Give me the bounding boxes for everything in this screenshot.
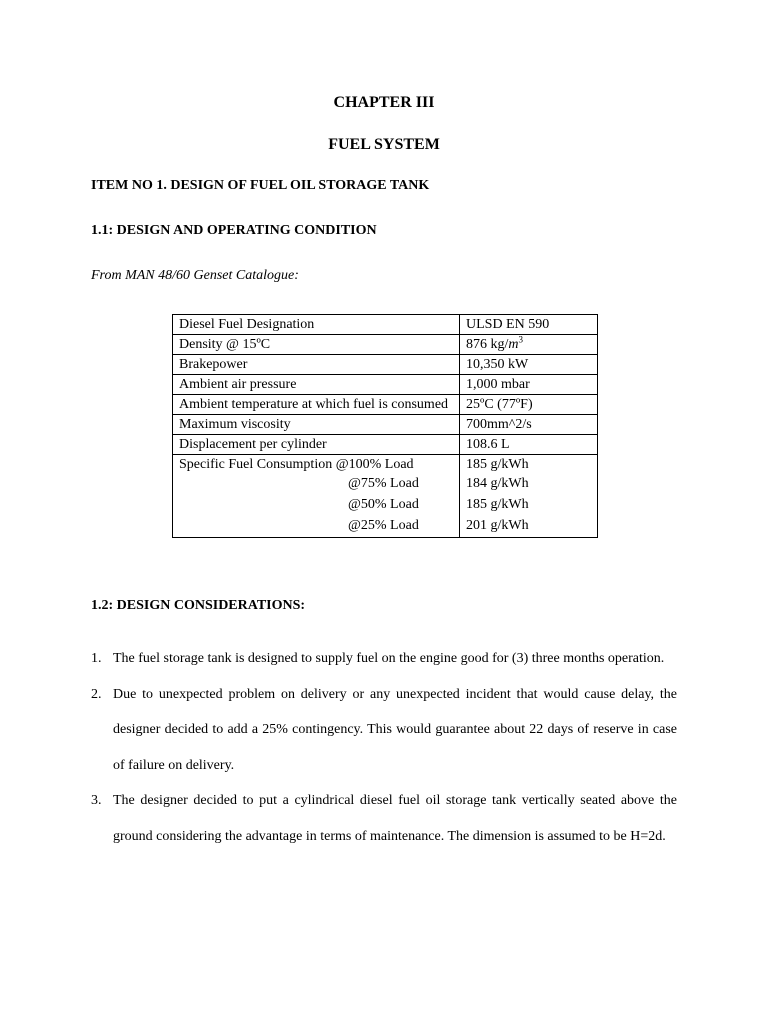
param-cell: Diesel Fuel Designation: [173, 315, 460, 335]
param-cell: Displacement per cylinder: [173, 435, 460, 455]
subsection-heading-1-1: 1.1: DESIGN AND OPERATING CONDITION: [91, 223, 377, 238]
list-item: [91, 783, 677, 854]
list-item-text: The designer decided to put a cylindrical diesel fuel oil storage tank vertically seated above the ground considering the advantage in terms of maintenance. The dimension is assumed to be H=2d.: [113, 793, 677, 844]
param-cell: Brakepower: [173, 355, 460, 375]
consumption-first-line: [179, 455, 453, 474]
value-cell: 108.6 L: [460, 435, 598, 455]
density-value: 876 kg/: [466, 337, 509, 352]
value-cell: [460, 335, 598, 355]
table-row: [173, 435, 598, 455]
list-item-text: Due to unexpected problem on delivery or any unexpected incident that would cause delay, the designer decided to add a 25% contingency. This would guarantee about 22 days of reserve in case of failure on delivery.: [113, 686, 677, 773]
consumption-value: 201 g/kWh: [466, 518, 529, 533]
table-row: [173, 315, 598, 335]
param-cell: Ambient air pressure: [173, 375, 460, 395]
list-item-number: 1.: [91, 651, 102, 666]
consumption-value: 185 g/kWh: [466, 457, 529, 472]
table-row: [173, 395, 598, 415]
chapter-title: CHAPTER III: [333, 94, 435, 111]
density-exponent: 3: [518, 334, 524, 345]
list-item-text: The fuel storage tank is designed to supply fuel on the engine good for (3) three months operation.: [113, 651, 665, 666]
list-item-number: 3.: [91, 793, 102, 809]
consumption-label: Specific Fuel Consumption: [179, 457, 333, 472]
design-considerations-list: [91, 641, 677, 855]
value-cell: 25ºC (77ºF): [460, 395, 598, 415]
param-cell: Ambient temperature at which fuel is consumed: [173, 395, 460, 415]
load-label: @25% Load: [348, 518, 419, 533]
table-row: [173, 355, 598, 375]
source-note: From MAN 48/60 Genset Catalogue:: [91, 268, 299, 283]
subsection-heading-1-2: 1.2: DESIGN CONSIDERATIONS:: [91, 598, 306, 613]
operating-condition-table: [172, 314, 598, 538]
load-label: @50% Load: [348, 497, 419, 512]
item-heading: ITEM NO 1. DESIGN OF FUEL OIL STORAGE TANK: [91, 178, 430, 193]
consumption-value: 184 g/kWh: [466, 476, 529, 491]
table-row: [173, 375, 598, 395]
load-label: @75% Load: [348, 476, 419, 491]
load-label: @100% Load: [335, 457, 414, 472]
consumption-param-cell: [173, 455, 460, 538]
consumption-value-cell: [460, 455, 598, 538]
table-row: [173, 415, 598, 435]
consumption-value: 185 g/kWh: [466, 497, 529, 512]
param-cell: Maximum viscosity: [173, 415, 460, 435]
section-title: FUEL SYSTEM: [328, 136, 440, 153]
value-cell: 700mm^2/s: [460, 415, 598, 435]
density-unit: m: [508, 337, 519, 352]
table-row: [173, 455, 598, 538]
list-item: [91, 677, 677, 784]
table-row: [173, 335, 598, 355]
value-cell: ULSD EN 590: [460, 315, 598, 335]
value-cell: 10,350 kW: [460, 355, 598, 375]
param-cell: Density @ 15ºC: [173, 335, 460, 355]
list-item-number: 2.: [91, 686, 102, 702]
list-item: [91, 641, 677, 677]
value-cell: 1,000 mbar: [460, 375, 598, 395]
